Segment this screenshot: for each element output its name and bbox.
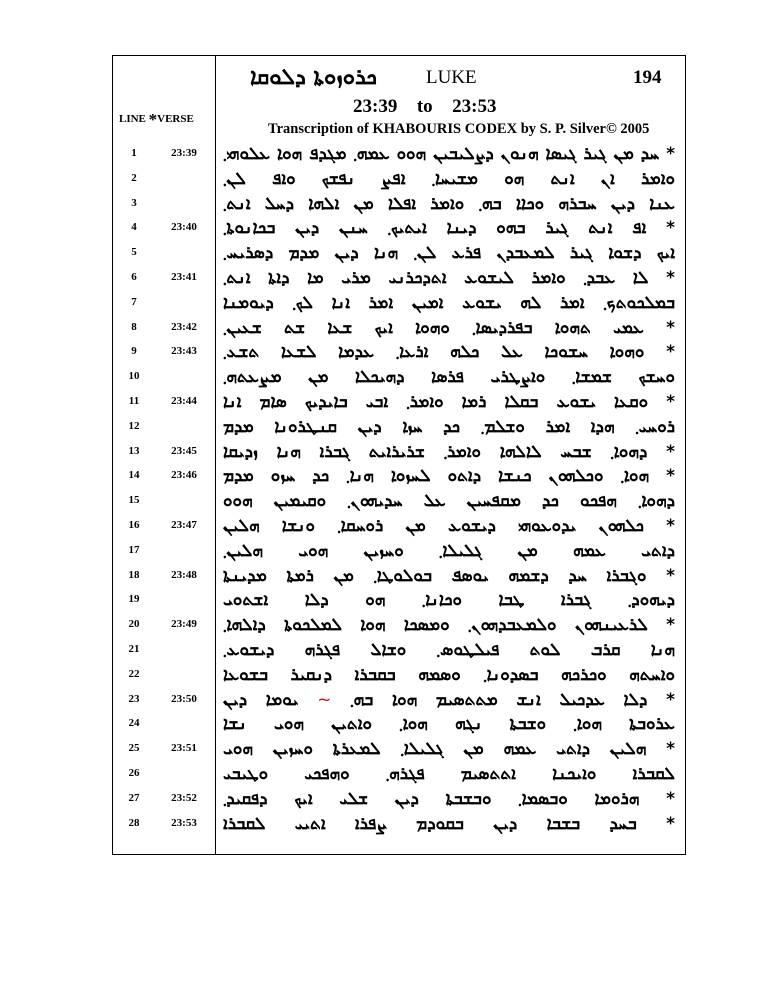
syriac-book-title: ܟܪܘܙܘܬܐ ܕܠܘܩܐ (250, 65, 377, 90)
transcription-row (113, 191, 685, 217)
transcription-row (113, 612, 685, 638)
transcription-row (113, 364, 685, 390)
line-number: 23 (128, 692, 140, 705)
verse-number: 23:48 (171, 568, 197, 581)
page-number: 194 (633, 67, 662, 88)
syriac-line-text: ܕܝܗܘܕ܂ ܓܒܪܐ ܛܒܐ ܘܟܐܢܐ܂ ܗܘ ܕܠܐ ܐܫܬܘܝ (223, 590, 675, 611)
column-header (119, 112, 194, 127)
transcription-row (113, 463, 685, 489)
line-number: 2 (131, 171, 137, 184)
syriac-line-text: * ܒܚܕ ܒܫܒܐ ܕܝܢ ܒܩܘܕܡ ܨܦܪܐ ܐܬܝܝ ܠܩܒܪܐ (223, 813, 675, 834)
verse-number: 23:39 (171, 147, 197, 159)
syriac-line-text: * ܚܕ ܡܢ ܓܝܪ ܓܝܣܐ ܗܢܘܢ ܕܨܠܝܒܝܢ ܗܘܘ ܥܡܗ܂ ܡܓܕܦ ܗܘܐ ܥܠܘܗܝ܂ (223, 144, 675, 164)
syriac-line-text: ܥܪܘܒܬܐ ܗܘܐ܂ ܘܫܒܬܐ ܢܓܗ ܗܘܐ܂ ܘܐܬܝܢ ܗܘܝ ܢܫܐ (223, 714, 675, 735)
syriac-line-text: ܕܗܘܐ܂ ܗܦܟܘ ܟܕ ܡܩܦܚܝܢ ܥܠ ܚܕܝܗܘܢ܂ ܘܩܝܡܝܢ ܗܘܘ (223, 491, 675, 512)
syriac-line-text: ܘܐܚܬܗ ܘܟܪܟܗ ܒܣܕܘܢܐ܂ ܘܣܡܗ ܒܩܒܪܐ ܕܢܩܝܪ ܒܫܘܥܐ (223, 664, 675, 685)
line-number: 26 (128, 767, 140, 779)
transcription-row (113, 761, 685, 787)
syriac-line-text: ܘܐܡܪ ܐܢ ܐܢܬ ܗܘ ܡܫܝܚܐ܂ ܐܦܨ ܢܦܫܟ ܘܐܦ ܠܢ܂ (223, 168, 675, 189)
line-number: 15 (128, 494, 140, 507)
transcription-row (113, 315, 685, 341)
line-number: 1 (131, 147, 137, 159)
verse-number: 23:43 (171, 345, 197, 358)
line-number: 24 (128, 717, 140, 730)
verse-number: 23:47 (171, 519, 197, 531)
column-header-star: * (148, 110, 158, 129)
syriac-line-text: ܥܢܐ ܕܝܢ ܚܒܪܗ ܘܟܐܐ ܒܗ܂ ܘܐܡܪ ܐܦܠܐ ܡܢ ܐܠܗܐ ܕܚܠ ܐܢܬ܂ (223, 193, 675, 214)
syriac-line-text: * ܗܠܝܢ ܕܐܬܝ ܥܡܗ ܡܢ ܓܠܝܠܐ܂ ܠܡܥܪܬܐ ܘܚܙܝܢ ܗܘܝ (223, 739, 675, 760)
line-number: 25 (128, 742, 140, 755)
verse-number: 23:44 (171, 395, 197, 407)
verse-number: 23:45 (171, 444, 197, 457)
column-header-verse: VERSE (157, 113, 194, 125)
syriac-line-text: * ܟܠܗܘܢ ܝܕܘܥܘܗܝ ܕܝܫܘܥ ܡܢ ܪܘܚܩܐ܂ ܘܢܫܐ ܗܠܝܢ (223, 516, 675, 536)
line-number: 19 (128, 593, 140, 606)
line-number: 28 (128, 816, 140, 829)
line-number: 7 (131, 295, 137, 308)
syriac-line-text: ܐܝܟ ܕܫܘܐ ܓܝܪ ܠܡܥܒܕܢ ܦܪܥ ܠܢ܂ ܗܢܐ ܕܝܢ ܡܕܡ ܕܣܪܝܚ܂ (223, 243, 675, 264)
line-number: 11 (128, 395, 140, 407)
transcription-row (113, 587, 685, 613)
syriac-line-text: ܘܚܫܟ ܫܡܫܐ܂ ܘܐܨܛܪܝ ܦܪܣܐ ܕܗܝܟܠܐ ܡܢ ܡܨܥܬܗ܂ (223, 367, 675, 388)
transcription-row (113, 389, 685, 415)
page-frame (112, 55, 686, 855)
syriac-line-text: * ܠܪܥܝܢܗܘܢ ܘܠܡܥܒܕܗܘܢ܂ ܘܡܣܟܐ ܗܘܐ ܠܡܠܟܘܬܐ ܕܐܠܗܐ܂ (223, 615, 675, 636)
line-number: 8 (131, 320, 137, 333)
column-header-line: LINE (119, 113, 146, 125)
syriac-line-text: * ܘܗܘܐ ܚܫܘܟܐ ܥܠ ܟܠܗ ܐܪܥܐ܂ ܥܕܡܐ ܠܫܥܐ ܬܫܥ܂ (223, 342, 675, 363)
verse-number: 23:49 (171, 618, 197, 631)
verse-number: 23:51 (171, 742, 197, 755)
transcription-row (113, 290, 685, 316)
line-number: 4 (131, 221, 137, 234)
range-to: to (416, 96, 433, 117)
verse-number: 23:41 (171, 271, 197, 283)
syriac-line-text: * ܘܓܒܪܐ ܚܕ ܕܫܡܗ ܝܘܣܦ ܒܘܠܘܛܐ܂ ܡܢ ܪܡܬܐ ܡܕܝܢܬܐ (223, 565, 675, 586)
verse-number: 23:53 (171, 816, 197, 829)
transcription-row (113, 687, 685, 713)
transcription-row (113, 538, 685, 564)
line-number: 14 (128, 469, 140, 482)
transcription-row (113, 141, 685, 167)
line-number: 21 (128, 643, 140, 655)
transcription-row (113, 786, 685, 812)
transcription-credit: Transcription of KHABOURIS CODEX by S. P. Silver© 2005 (268, 121, 650, 137)
line-number: 22 (128, 667, 140, 680)
transcription-row (113, 240, 685, 266)
line-number: 5 (131, 246, 137, 259)
transcription-row (113, 736, 685, 762)
transcription-row (113, 439, 685, 465)
line-number: 10 (128, 370, 140, 383)
red-mark: ~ (317, 689, 332, 710)
syriac-line-text: ܪܘܚܝ܂ ܗܕܐ ܐܡܪ ܘܫܠܡ܂ ܟܕ ܚܙܐ ܕܝܢ ܩܢܛܪܘܢܐ ܡܕܡ (223, 416, 675, 437)
transcription-row (113, 414, 685, 440)
line-number: 17 (128, 543, 140, 556)
syriac-line-text: ܕܐܬܝ ܥܡܗ ܡܢ ܓܠܝܠܐ܂ ܘܚܙܝܢ ܗܘܝ ܗܠܝܢ܂ (223, 540, 675, 561)
syriac-line-text: * ܘܩܥܐ ܝܫܘܥ ܒܩܠܐ ܪܡܐ ܘܐܡܪ܂ ܐܒܝ ܒܐܝܕܝܟ ܣܐܡ ܐܢܐ (223, 392, 675, 412)
transcription-row (113, 662, 685, 688)
line-number: 9 (131, 345, 137, 358)
syriac-line-text: * ܥܡܝ ܬܗܘܐ ܒܦܪܕܝܣܐ܂ ܘܗܘܐ ܐܝܟ ܫܥܐ ܫܬ ܫܥܝܢ܂ (223, 317, 675, 338)
verse-number: 23:40 (171, 221, 197, 234)
verse-range (353, 96, 496, 118)
transcription-row (113, 637, 685, 663)
verse-number: 23:50 (171, 692, 197, 705)
verse-number: 23:42 (171, 320, 197, 333)
syriac-line-text: ܠܩܒܪܐ ܘܐܝܟܢܐ ܐܬܬܣܝܡ ܦܓܪܗ܂ ܘܗܦܟܝ ܘܛܝܒܝ (223, 764, 675, 784)
line-number: 3 (131, 196, 137, 209)
transcription-row (113, 265, 685, 291)
line-number: 12 (128, 419, 140, 432)
syriac-line-text: ܗܢܐ ܩܪܒ ܠܘܬ ܦܝܠܛܘܣ܂ ܘܫܐܠ ܦܓܪܗ ܕܝܫܘܥ܂ (223, 640, 675, 660)
transcription-row (113, 215, 685, 241)
syriac-line-text: * ܗܪܘܡܐ ܘܒܣܡܐ܂ ܘܒܫܒܬܐ ܕܝܢ ܫܠܝ ܐܝܟ ܕܦܩܝܕ܂ (223, 788, 675, 809)
syriac-line-text: * ܐܦ ܐܢܬ ܓܝܪ ܒܗܘ ܕܝܢܐ ܐܝܬܝܟ܂ ܚܢܢ ܕܝܢ ܒܟܐܢܘܬܐ܂ (223, 218, 675, 239)
line-number: 18 (128, 568, 140, 581)
transcription-row (113, 513, 685, 539)
syriac-line-text: ܒܡܠܟܘܬܟ܂ ܐܡܪ ܠܗ ܝܫܘܥ ܐܡܝܢ ܐܡܪ ܐܢܐ ܠܟ܂ ܕܝܘܡܢܐ (223, 292, 675, 313)
line-number: 16 (128, 519, 140, 531)
transcription-row (113, 811, 685, 837)
transcription-row (113, 563, 685, 589)
line-number: 6 (131, 271, 137, 283)
syriac-line-text: * ܕܠܐ ܥܕܟܝܠ ܐܢܫ ܡܬܬܣܝܡ ܗܘܐ ܒܗ܂ ~ ܝܘܡܐ ܕܝܢ (223, 689, 675, 710)
syriac-line-text: * ܕܗܘܐ܂ ܫܒܚ ܠܐܠܗܐ ܘܐܡܪ܂ ܫܪܝܪܐܝܬ ܓܒܪܐ ܗܢܐ ܙܕܝܩܐ (223, 441, 675, 462)
line-number: 13 (128, 444, 140, 457)
book-title: LUKE (426, 67, 477, 88)
line-number: 20 (128, 618, 140, 631)
syriac-line-text: * ܗܘܐ܂ ܘܟܠܗܘܢ ܟܢܫܐ ܕܐܬܘ ܠܚܙܘܐ ܗܢܐ܂ ܟܕ ܚܙܘ ܡܕܡ (223, 466, 675, 487)
transcription-row (113, 339, 685, 365)
line-number: 27 (128, 791, 140, 804)
transcription-row (113, 488, 685, 514)
transcription-row (113, 711, 685, 737)
verse-number: 23:46 (171, 469, 197, 482)
syriac-line-text: * ܠܐ ܥܒܕ܂ ܘܐܡܪ ܠܝܫܘܥ ܐܬܕܟܪܢܝ ܡܪܝ ܡܐ ܕܐܬܐ ܐܢܬ܂ (223, 268, 675, 288)
range-start: 23:39 (353, 96, 398, 117)
verse-number: 23:52 (171, 791, 197, 804)
range-end: 23:53 (452, 96, 497, 117)
transcription-row (113, 166, 685, 192)
